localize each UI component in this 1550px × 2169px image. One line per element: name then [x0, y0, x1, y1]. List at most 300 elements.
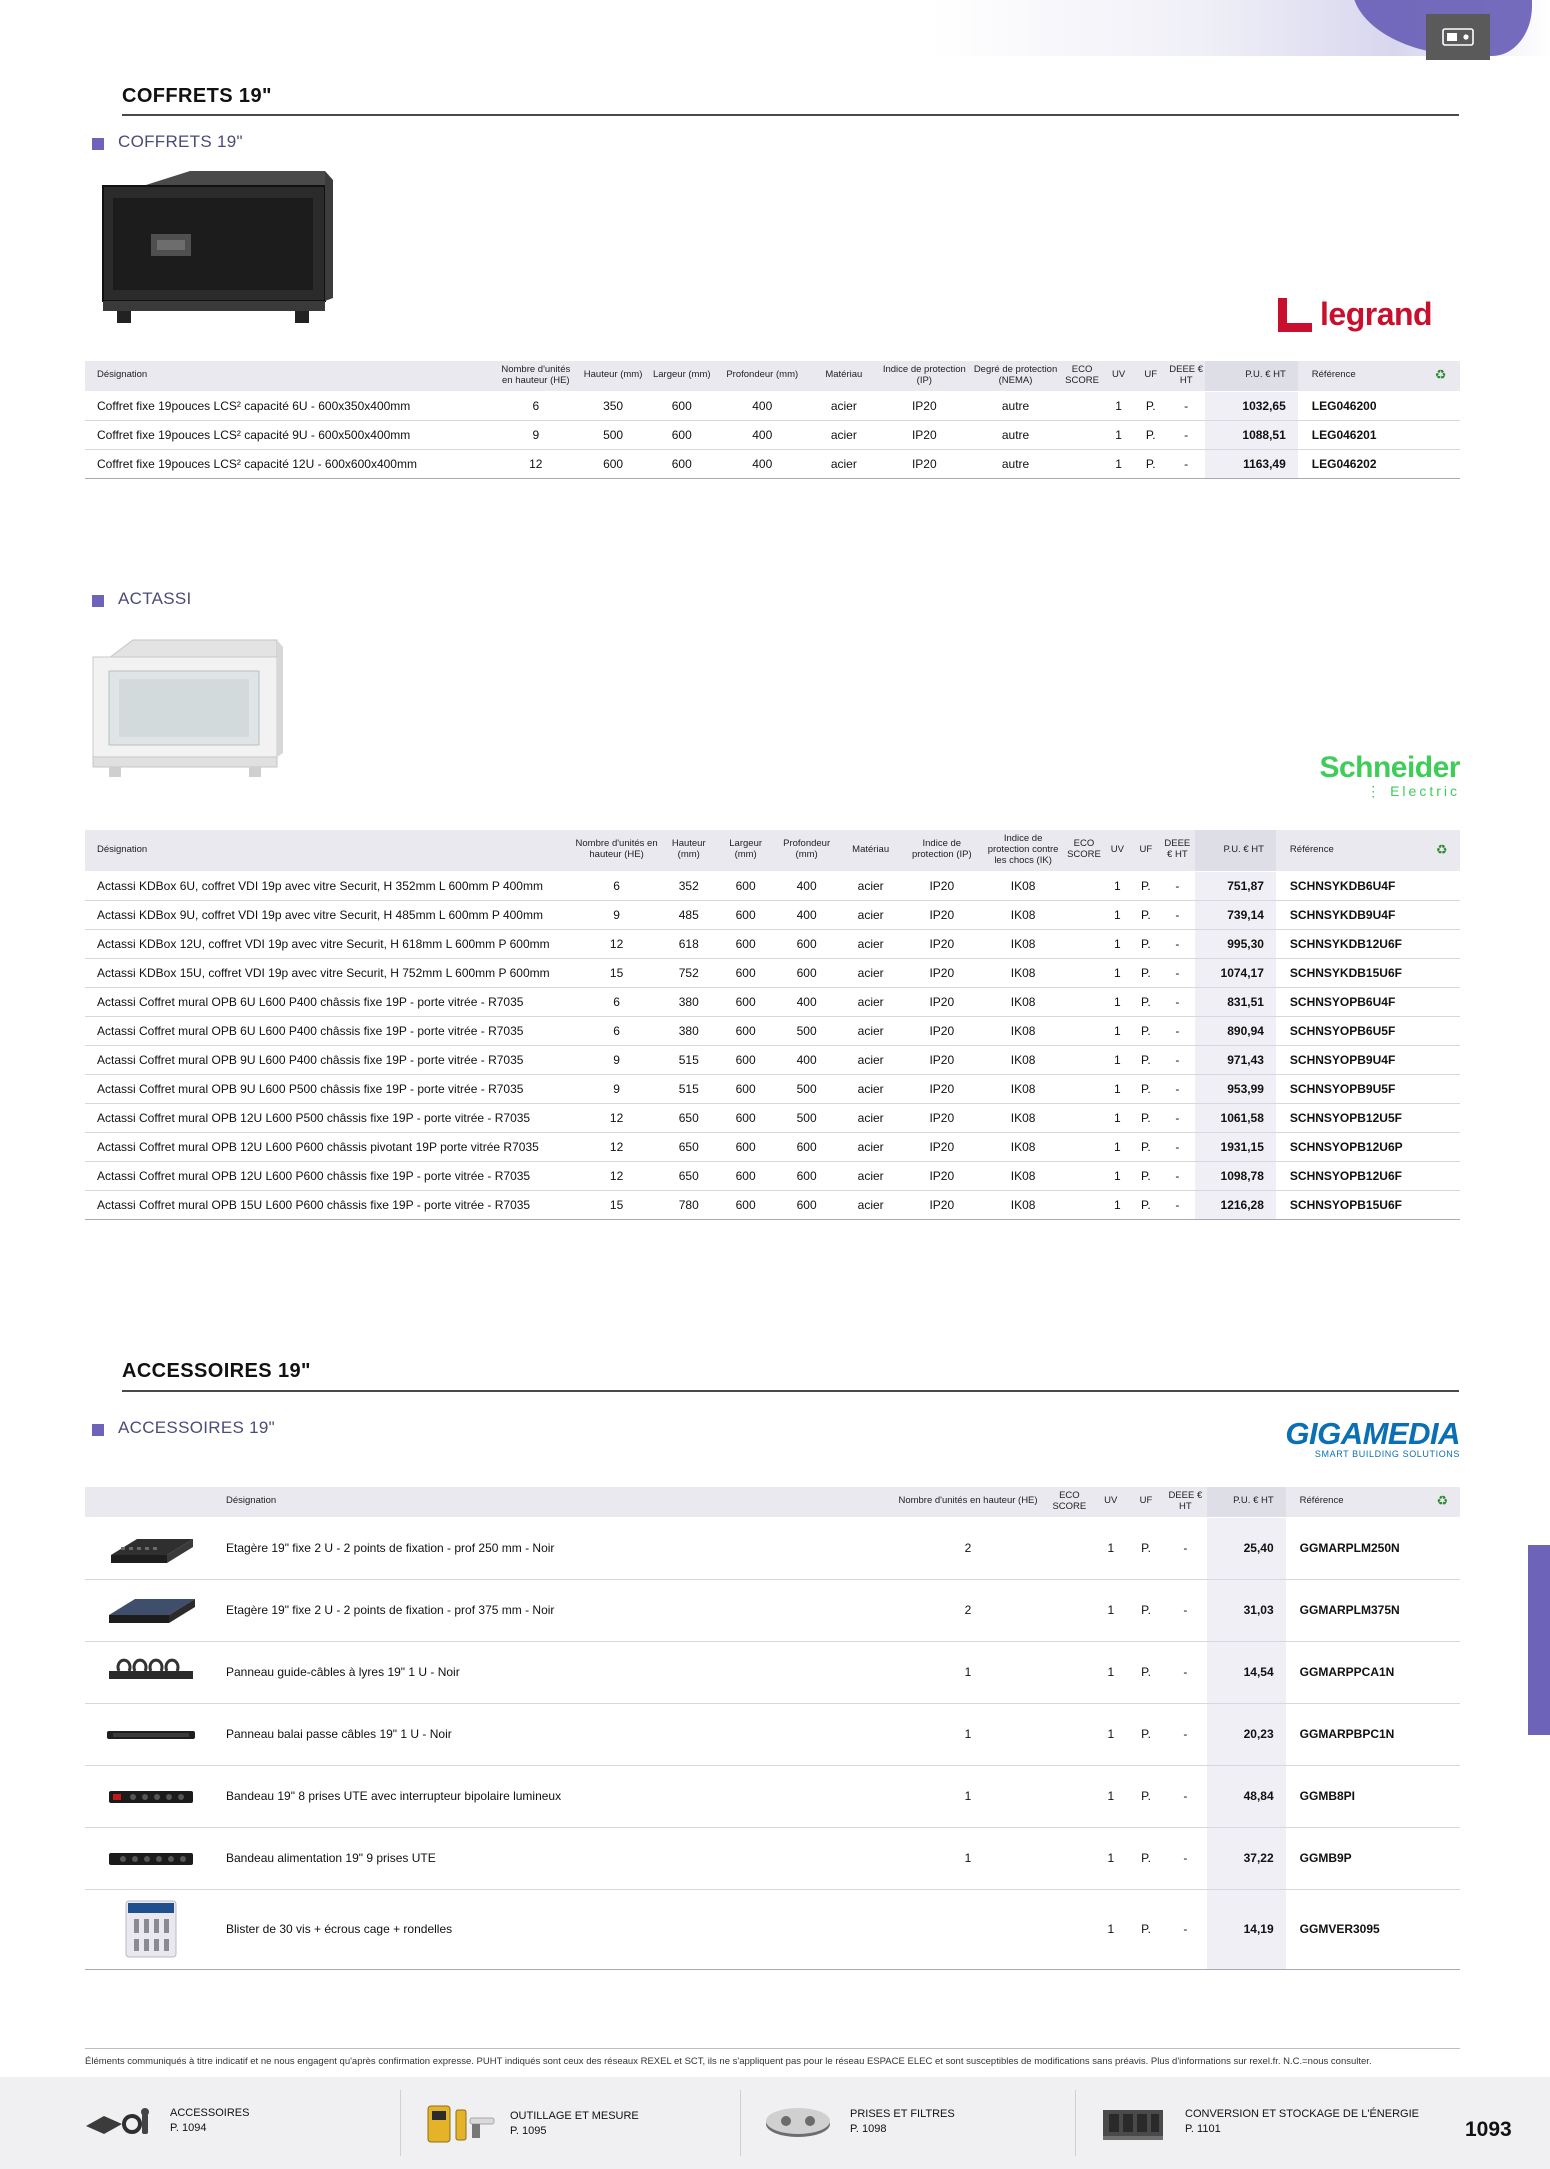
- cell-profondeur: 400: [774, 1045, 839, 1074]
- cell-reference: LEG046200: [1298, 391, 1421, 420]
- cell-deee: -: [1160, 1045, 1195, 1074]
- cell-materiau: acier: [839, 1190, 902, 1219]
- cell-recycling: [1423, 1161, 1460, 1190]
- cell-profondeur: 400: [716, 449, 808, 478]
- cell-largeur: 600: [717, 987, 774, 1016]
- cell-largeur: 600: [717, 1161, 774, 1190]
- brand-logo-schneider: [1230, 753, 1460, 800]
- cell-hauteur: 780: [660, 1190, 717, 1219]
- cell-units: 15: [573, 1190, 660, 1219]
- cell-largeur: 600: [717, 1132, 774, 1161]
- cell-largeur: 600: [717, 1016, 774, 1045]
- th-recycling: [1421, 361, 1460, 391]
- table-row: [85, 1517, 1460, 1579]
- cell-uv: 1: [1103, 1190, 1131, 1219]
- cell-uv: 1: [1103, 929, 1131, 958]
- sockets-icon: [760, 2100, 838, 2144]
- cell-units: 12: [493, 449, 579, 478]
- th-eco: ECO SCORE: [1062, 361, 1103, 391]
- cell-uf: P.: [1132, 871, 1160, 900]
- cell-units: 6: [573, 871, 660, 900]
- tools-icon: [420, 2100, 498, 2148]
- cell-deee: -: [1167, 449, 1206, 478]
- cell-uf: P.: [1132, 1132, 1160, 1161]
- footer-link-text: [850, 2107, 955, 2137]
- table-row: [85, 1765, 1460, 1827]
- cell-ip: IP20: [902, 1045, 981, 1074]
- cell-units: 1: [890, 1641, 1045, 1703]
- subsection-title-accessoires: ACCESSOIRES 19": [118, 1418, 275, 1437]
- th-thumbnail: [85, 1487, 214, 1517]
- th-materiau: Matériau: [808, 361, 879, 391]
- cell-uf: P.: [1135, 449, 1167, 478]
- th-reference: Référence: [1298, 361, 1421, 391]
- cell-deee: -: [1160, 1132, 1195, 1161]
- footer-link-prises[interactable]: [760, 2100, 955, 2144]
- cell-eco: [1065, 1190, 1103, 1219]
- cell-materiau: acier: [839, 987, 902, 1016]
- th-ip: Indice de protection (IP): [902, 830, 981, 871]
- th-profondeur: Profondeur (mm): [716, 361, 808, 391]
- cell-price: 14,54: [1207, 1641, 1286, 1703]
- cell-units: 2: [890, 1579, 1045, 1641]
- cell-designation: Actassi Coffret mural OPB 6U L600 P400 châssis fixe 19P - porte vitrée - R7035: [85, 1016, 573, 1045]
- cell-ip: IP20: [902, 1132, 981, 1161]
- cell-units: 1: [890, 1765, 1045, 1827]
- product-photo-coffret-legrand: [95, 158, 335, 343]
- cell-profondeur: 500: [774, 1016, 839, 1045]
- cell-uv: 1: [1103, 958, 1131, 987]
- table-row: [85, 900, 1460, 929]
- screw-blister-thumb: [116, 1948, 186, 1962]
- th-eco: ECO SCORE: [1065, 830, 1103, 871]
- cell-recycling: [1425, 1827, 1460, 1889]
- cell-profondeur: 600: [774, 1161, 839, 1190]
- th-uv: UV: [1102, 361, 1134, 391]
- th-largeur: Largeur (mm): [717, 830, 774, 871]
- cell-ip: IP20: [902, 1016, 981, 1045]
- cell-ik: IK08: [981, 1190, 1064, 1219]
- th-designation: Désignation: [85, 361, 493, 391]
- cell-hauteur: 380: [660, 987, 717, 1016]
- shelf-perforated-thumb: [103, 1558, 199, 1572]
- cell-profondeur: 500: [774, 1103, 839, 1132]
- th-units: Nombre d'unités en hauteur (HE): [890, 1487, 1045, 1517]
- cell-designation: Coffret fixe 19pouces LCS² capacité 12U - 600x600x400mm: [85, 449, 493, 478]
- product-photo-actassi: [85, 615, 285, 800]
- cell-designation: Etagère 19" fixe 2 U - 2 points de fixation - prof 375 mm - Noir: [214, 1579, 890, 1641]
- cell-designation: Actassi Coffret mural OPB 12U L600 P600 châssis pivotant 19P porte vitrée R7035: [85, 1132, 573, 1161]
- cell-nema: autre: [969, 449, 1061, 478]
- cell-eco: [1046, 1827, 1094, 1889]
- table-row: [85, 1045, 1460, 1074]
- th-uf: UF: [1132, 830, 1160, 871]
- table-row: [85, 1074, 1460, 1103]
- cell-ip: IP20: [902, 900, 981, 929]
- cell-designation: Blister de 30 vis + écrous cage + rondelles: [214, 1889, 890, 1969]
- cell-uf: P.: [1132, 1074, 1160, 1103]
- cell-materiau: acier: [839, 1161, 902, 1190]
- footer-link-text: [170, 2106, 249, 2136]
- cell-recycling: [1423, 1074, 1460, 1103]
- table-row: [85, 1103, 1460, 1132]
- cell-reference: SCHNSYOPB9U5F: [1276, 1074, 1423, 1103]
- cell-thumbnail: [85, 1889, 214, 1969]
- table-row: [85, 420, 1460, 449]
- cell-units: 9: [493, 420, 579, 449]
- cell-uv: 1: [1102, 449, 1134, 478]
- cell-ik: IK08: [981, 1132, 1064, 1161]
- cell-eco: [1065, 987, 1103, 1016]
- cell-uv: 1: [1093, 1579, 1128, 1641]
- cell-materiau: acier: [839, 1074, 902, 1103]
- cell-units: 12: [573, 1103, 660, 1132]
- cell-hauteur: 380: [660, 1016, 717, 1045]
- table-coffrets-actassi: [85, 830, 1460, 1220]
- cell-units: 9: [573, 1074, 660, 1103]
- cell-ik: IK08: [981, 958, 1064, 987]
- cell-recycling: [1425, 1517, 1460, 1579]
- cell-eco: [1065, 1045, 1103, 1074]
- footer-link-label: OUTILLAGE ET MESURE: [510, 2110, 639, 2123]
- cell-largeur: 600: [717, 1074, 774, 1103]
- th-largeur: Largeur (mm): [647, 361, 716, 391]
- cell-designation: Panneau balai passe câbles 19" 1 U - Noir: [214, 1703, 890, 1765]
- cell-profondeur: 500: [774, 1074, 839, 1103]
- cell-recycling: [1421, 391, 1460, 420]
- th-deee: DEEE € HT: [1167, 361, 1206, 391]
- cell-materiau: acier: [839, 929, 902, 958]
- cell-designation: Actassi KDBox 6U, coffret VDI 19p avec vitre Securit, H 352mm L 600mm P 400mm: [85, 871, 573, 900]
- cell-hauteur: 752: [660, 958, 717, 987]
- cell-designation: Actassi Coffret mural OPB 15U L600 P600 châssis fixe 19P - porte vitrée - R7035: [85, 1190, 573, 1219]
- cell-materiau: acier: [839, 1103, 902, 1132]
- cell-ip: IP20: [902, 987, 981, 1016]
- th-units: Nombre d'unités en hauteur (HE): [573, 830, 660, 871]
- footer-separator: [1075, 2090, 1076, 2156]
- th-designation: Désignation: [214, 1487, 890, 1517]
- page-number: 1093: [1465, 2118, 1512, 2141]
- cell-deee: -: [1160, 871, 1195, 900]
- cell-uv: 1: [1103, 871, 1131, 900]
- cell-deee: -: [1164, 1765, 1207, 1827]
- cell-recycling: [1421, 449, 1460, 478]
- cell-uf: P.: [1128, 1827, 1163, 1889]
- top-decorative-band: [0, 0, 1550, 56]
- recycling-icon: ♻: [1434, 367, 1447, 383]
- cell-reference: SCHNSYOPB6U4F: [1276, 987, 1423, 1016]
- cell-deee: -: [1160, 958, 1195, 987]
- cell-deee: -: [1164, 1889, 1207, 1969]
- cell-reference: LEG046202: [1298, 449, 1421, 478]
- power-strip-9-thumb: [103, 1868, 199, 1882]
- th-uf: UF: [1135, 361, 1167, 391]
- th-materiau: Matériau: [839, 830, 902, 871]
- category-tab-icon: [1426, 14, 1490, 60]
- table-header-row: [85, 361, 1460, 391]
- cell-deee: -: [1160, 929, 1195, 958]
- cell-uf: P.: [1128, 1765, 1163, 1827]
- shelf-plain-thumb: [103, 1620, 199, 1634]
- table-row: [85, 871, 1460, 900]
- section-rule-coffrets: [122, 114, 1459, 116]
- cell-materiau: acier: [839, 1045, 902, 1074]
- table-row: [85, 1889, 1460, 1969]
- th-uv: UV: [1093, 1487, 1128, 1517]
- cell-reference: SCHNSYKDB12U6F: [1276, 929, 1423, 958]
- cell-ip: IP20: [902, 929, 981, 958]
- footer-legal-note: Éléments communiqués à titre indicatif et ne nous engagent qu'après confirmation expresse. PUHT indiqués sont ceux des réseaux REXEL et SCT, ils ne s'appliquent pas pour le réseau ESPACE ELEC et sont susceptibles de modifications sans préavis. Plus d'informations sur rexel.fr. N.C.=nous consulter.: [85, 2056, 1372, 2067]
- cell-price: 890,94: [1195, 1016, 1276, 1045]
- cell-hauteur: 650: [660, 1132, 717, 1161]
- footer-link-outillage[interactable]: [420, 2100, 639, 2148]
- footer-link-conversion[interactable]: [1095, 2100, 1419, 2144]
- cell-deee: -: [1160, 1074, 1195, 1103]
- footer-link-label: PRISES ET FILTRES: [850, 2108, 955, 2121]
- cell-units: 15: [573, 958, 660, 987]
- th-deee: DEEE € HT: [1160, 830, 1195, 871]
- cell-materiau: acier: [839, 900, 902, 929]
- cell-profondeur: 400: [774, 987, 839, 1016]
- footer-link-page: P. 1101: [1185, 2123, 1221, 2135]
- cell-ik: IK08: [981, 1161, 1064, 1190]
- footer-link-accessoires[interactable]: [80, 2100, 249, 2142]
- cell-recycling: [1423, 1045, 1460, 1074]
- cell-uv: 1: [1102, 420, 1134, 449]
- bullet-square-actassi: [92, 595, 104, 607]
- cell-eco: [1046, 1641, 1094, 1703]
- th-recycling: [1425, 1487, 1460, 1517]
- schneider-subtext: ⋮ Electric: [1366, 783, 1460, 799]
- cell-uv: 1: [1093, 1827, 1128, 1889]
- table-row: [85, 1016, 1460, 1045]
- cell-designation: Actassi Coffret mural OPB 9U L600 P400 châssis fixe 19P - porte vitrée - R7035: [85, 1045, 573, 1074]
- th-hauteur: Hauteur (mm): [660, 830, 717, 871]
- cell-reference: SCHNSYOPB12U6F: [1276, 1161, 1423, 1190]
- cell-reference: SCHNSYKDB6U4F: [1276, 871, 1423, 900]
- cell-eco: [1046, 1579, 1094, 1641]
- cell-ip: IP20: [902, 958, 981, 987]
- section-title-coffrets: COFFRETS 19": [122, 85, 272, 107]
- cell-recycling: [1423, 987, 1460, 1016]
- cell-reference: LEG046201: [1298, 420, 1421, 449]
- cell-ik: IK08: [981, 900, 1064, 929]
- cell-recycling: [1423, 871, 1460, 900]
- brush-panel-thumb: [103, 1744, 199, 1758]
- cell-reference: GGMARPLM250N: [1286, 1517, 1425, 1579]
- cell-units: 6: [573, 987, 660, 1016]
- cell-uv: 1: [1093, 1703, 1128, 1765]
- cell-price: 1088,51: [1205, 420, 1297, 449]
- cell-uv: 1: [1093, 1517, 1128, 1579]
- cell-designation: Actassi KDBox 9U, coffret VDI 19p avec vitre Securit, H 485mm L 600mm P 400mm: [85, 900, 573, 929]
- table-header-row: [85, 1487, 1460, 1517]
- cell-units: [890, 1889, 1045, 1969]
- table-accessoires-gigamedia: [85, 1487, 1460, 1970]
- cell-uv: 1: [1093, 1889, 1128, 1969]
- cell-uv: 1: [1093, 1641, 1128, 1703]
- cell-uv: 1: [1103, 1045, 1131, 1074]
- cell-materiau: acier: [808, 420, 879, 449]
- cell-deee: -: [1160, 1016, 1195, 1045]
- cell-materiau: acier: [839, 1132, 902, 1161]
- network-cabinet-icon: [1441, 25, 1475, 49]
- table-body-actassi: [85, 871, 1460, 1219]
- cell-eco: [1046, 1517, 1094, 1579]
- cell-units: 6: [573, 1016, 660, 1045]
- cell-eco: [1065, 900, 1103, 929]
- cell-price: 14,19: [1207, 1889, 1286, 1969]
- cell-reference: SCHNSYOPB9U4F: [1276, 1045, 1423, 1074]
- cell-eco: [1065, 1074, 1103, 1103]
- energy-icon: [1095, 2100, 1173, 2144]
- cell-reference: GGMARPLM375N: [1286, 1579, 1425, 1641]
- cell-deee: -: [1167, 420, 1206, 449]
- cell-price: 1216,28: [1195, 1190, 1276, 1219]
- cell-uf: P.: [1132, 1161, 1160, 1190]
- cell-ik: IK08: [981, 871, 1064, 900]
- cell-largeur: 600: [647, 449, 716, 478]
- cell-price: 1074,17: [1195, 958, 1276, 987]
- cell-units: 12: [573, 1132, 660, 1161]
- cell-price: 995,30: [1195, 929, 1276, 958]
- cell-reference: GGMB8PI: [1286, 1765, 1425, 1827]
- th-reference: Référence: [1276, 830, 1423, 871]
- cell-uv: 1: [1103, 1103, 1131, 1132]
- cell-thumbnail: [85, 1579, 214, 1641]
- cell-deee: -: [1164, 1827, 1207, 1889]
- cell-price: 953,99: [1195, 1074, 1276, 1103]
- table-body-accessoires: [85, 1517, 1460, 1969]
- table-coffrets-legrand: [85, 361, 1460, 479]
- th-eco: ECO SCORE: [1046, 1487, 1094, 1517]
- table-row: [85, 1579, 1460, 1641]
- cell-recycling: [1423, 958, 1460, 987]
- cell-reference: SCHNSYOPB6U5F: [1276, 1016, 1423, 1045]
- cell-hauteur: 618: [660, 929, 717, 958]
- cell-hauteur: 350: [579, 391, 648, 420]
- table-row: [85, 1132, 1460, 1161]
- cell-reference: GGMVER3095: [1286, 1889, 1425, 1969]
- cell-eco: [1062, 449, 1103, 478]
- cell-deee: -: [1164, 1703, 1207, 1765]
- cell-units: 9: [573, 900, 660, 929]
- cell-profondeur: 400: [774, 900, 839, 929]
- cell-hauteur: 650: [660, 1161, 717, 1190]
- cell-designation: Actassi KDBox 15U, coffret VDI 19p avec vitre Securit, H 752mm L 600mm P 600mm: [85, 958, 573, 987]
- cell-units: 9: [573, 1045, 660, 1074]
- cell-ip: IP20: [902, 1161, 981, 1190]
- cell-ik: IK08: [981, 1074, 1064, 1103]
- cell-recycling: [1425, 1641, 1460, 1703]
- th-price: P.U. € HT: [1207, 1487, 1286, 1517]
- cell-hauteur: 650: [660, 1103, 717, 1132]
- cell-ik: IK08: [981, 1103, 1064, 1132]
- cell-eco: [1046, 1765, 1094, 1827]
- cell-units: 1: [890, 1703, 1045, 1765]
- th-reference: Référence: [1286, 1487, 1425, 1517]
- cell-eco: [1065, 871, 1103, 900]
- cell-price: 37,22: [1207, 1827, 1286, 1889]
- table-row: [85, 1703, 1460, 1765]
- footer-link-page: P. 1098: [850, 2123, 887, 2135]
- cell-deee: -: [1160, 900, 1195, 929]
- cell-thumbnail: [85, 1827, 214, 1889]
- cell-uf: P.: [1132, 987, 1160, 1016]
- cell-price: 1931,15: [1195, 1132, 1276, 1161]
- cell-recycling: [1423, 1103, 1460, 1132]
- footer-separator: [740, 2090, 741, 2156]
- cell-eco: [1065, 1103, 1103, 1132]
- brand-logo-legrand: [1278, 296, 1432, 333]
- cell-ik: IK08: [981, 929, 1064, 958]
- cell-units: 2: [890, 1517, 1045, 1579]
- cell-uf: P.: [1132, 1016, 1160, 1045]
- cell-eco: [1046, 1889, 1094, 1969]
- cell-eco: [1065, 1016, 1103, 1045]
- table-row: [85, 1827, 1460, 1889]
- th-designation: Désignation: [85, 830, 573, 871]
- cell-ip: IP20: [902, 871, 981, 900]
- brand-logo-gigamedia: [1240, 1418, 1460, 1459]
- cell-price: 739,14: [1195, 900, 1276, 929]
- footer-link-page: P. 1095: [510, 2125, 547, 2137]
- power-strip-8-thumb: [103, 1806, 199, 1820]
- cell-price: 20,23: [1207, 1703, 1286, 1765]
- cell-uf: P.: [1128, 1579, 1163, 1641]
- cell-profondeur: 600: [774, 1132, 839, 1161]
- cell-recycling: [1425, 1765, 1460, 1827]
- cell-largeur: 600: [717, 900, 774, 929]
- table-body-legrand: [85, 391, 1460, 478]
- cell-largeur: 600: [647, 420, 716, 449]
- footer-link-text: [1185, 2107, 1419, 2137]
- cable-guide-thumb: [103, 1682, 199, 1696]
- cell-ik: IK08: [981, 1016, 1064, 1045]
- cell-hauteur: 352: [660, 871, 717, 900]
- cell-uf: P.: [1132, 929, 1160, 958]
- cell-recycling: [1425, 1703, 1460, 1765]
- cell-reference: SCHNSYOPB15U6F: [1276, 1190, 1423, 1219]
- cell-price: 1032,65: [1205, 391, 1297, 420]
- cell-designation: Bandeau alimentation 19" 9 prises UTE: [214, 1827, 890, 1889]
- cell-deee: -: [1160, 1103, 1195, 1132]
- cell-deee: -: [1164, 1517, 1207, 1579]
- cell-price: 48,84: [1207, 1765, 1286, 1827]
- table-header-row: [85, 830, 1460, 871]
- footer-link-label: CONVERSION ET STOCKAGE DE L'ÉNERGIE: [1185, 2108, 1419, 2121]
- th-ip: Indice de protection (IP): [879, 361, 969, 391]
- cell-recycling: [1425, 1889, 1460, 1969]
- cell-eco: [1065, 958, 1103, 987]
- cell-eco: [1062, 420, 1103, 449]
- table-row: [85, 449, 1460, 478]
- cell-deee: -: [1164, 1641, 1207, 1703]
- cell-designation: Actassi Coffret mural OPB 9U L600 P500 châssis fixe 19P - porte vitrée - R7035: [85, 1074, 573, 1103]
- section-rule-accessoires: [122, 1390, 1459, 1392]
- subsection-title-actassi: ACTASSI: [118, 589, 192, 608]
- table-row: [85, 1161, 1460, 1190]
- cell-uf: P.: [1132, 1190, 1160, 1219]
- cell-price: 1098,78: [1195, 1161, 1276, 1190]
- right-edge-marker: [1528, 1545, 1550, 1735]
- cell-thumbnail: [85, 1641, 214, 1703]
- cell-largeur: 600: [647, 391, 716, 420]
- table-row: [85, 391, 1460, 420]
- cell-designation: Coffret fixe 19pouces LCS² capacité 6U - 600x350x400mm: [85, 391, 493, 420]
- th-recycling: [1423, 830, 1460, 871]
- cell-reference: SCHNSYKDB9U4F: [1276, 900, 1423, 929]
